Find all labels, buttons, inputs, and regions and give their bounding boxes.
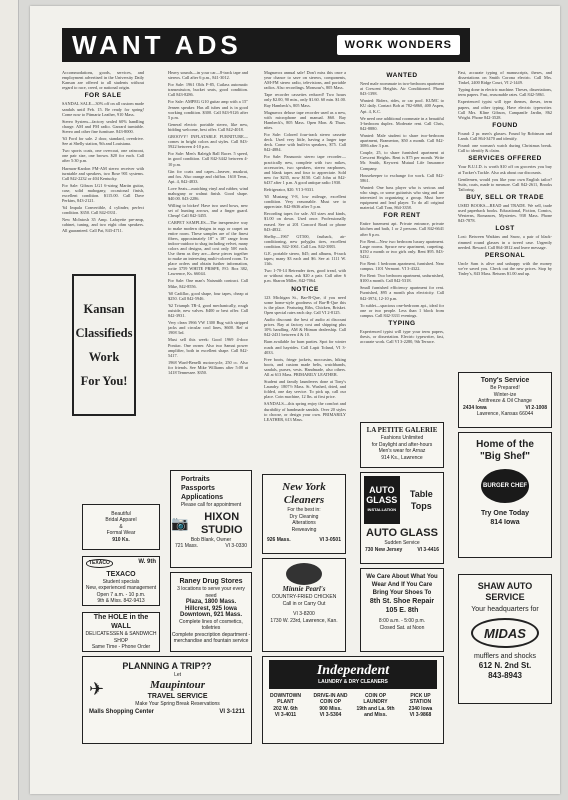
ad-text: Experienced typist will type themes, theses, term papers, and other typing. Have electric typewriter. Call Mrs. Kline Gibson, Campanile Jardin, 862 Wright. Phone 842-3528.: [458, 99, 552, 120]
ad-text: Refrigerator, $20. VI 3-9331.: [264, 186, 315, 192]
ad-phone: VI 3-5304: [319, 712, 342, 718]
ad-text: Barn available for barn parties. Spot for winter roads and hayrides. Call Lapit Toland, VI 3-4033.: [264, 339, 346, 355]
ad-line: We Care About What You Wear And If You Care Bring Your Shoes To: [366, 574, 438, 596]
ad-phone: 842-9413: [123, 598, 145, 604]
bridal-ad: [82, 504, 160, 550]
heading-notice: NOTICE: [291, 285, 319, 293]
ad-line: Applications: [181, 494, 224, 501]
shaw-auto-ad: [458, 574, 552, 704]
newspaper-page: [30, 6, 560, 794]
ad-text: Magnavox annual sale! Don't miss this once a year chance to save on stereos, components, AM-FM stereo radio, televisions, and portable radios. Also recordings. Monsour's, 805 Mass.: [264, 70, 346, 91]
ad-line: Closed Sat. at Noon: [379, 624, 425, 631]
ad-line: &: [119, 523, 123, 530]
ad-line: Open 7 a.m. - 10 p.m.: [96, 591, 146, 598]
ad-line: Men's wear for Arnaz: [378, 448, 426, 454]
ad-text: Tape recorder cassettes reduced! Two hours only $2.00, 90 min., only $1.60. 60 min. $1.00. Ray Hambeck's, 805 Mass.: [264, 92, 346, 108]
ad-line: Please call for appointment: [180, 502, 242, 508]
ad-text: Entire basement apt. Private entrance, private kitchen and bath, 1 or 2 persons. Call 842-6641 after 6 p.m.: [360, 221, 444, 237]
ad-line: Passports: [181, 485, 215, 492]
heading-lost: LOST: [495, 225, 515, 233]
ad-line: Alterations: [292, 520, 316, 526]
ad-title: Tony's Service: [480, 377, 530, 384]
ad-line: Lawrence, Kansas 66044: [476, 411, 534, 417]
ad-text: Small furnished efficiency apartment for rent. Furnished, $95 a month plus electricity. Call 842-3974, 12-10 p.m.: [360, 285, 444, 301]
ad-line: 3 locations to serve your every need: [177, 586, 245, 599]
midas-logo: MIDAS: [471, 618, 539, 648]
ad-text: GROOVY! INFLATABLE FURNITURE—comes in bright colors and styles. Call 843-5922 between 4-10 p.m.: [168, 134, 248, 150]
ad-line: Plaza, 1800 Mass.: [185, 599, 237, 605]
ad-line: mufflers and shocks: [473, 653, 537, 660]
intro-text: Accommodations, goods, services, and employment advertised in the University Daily Kansan are offered to all students without regard to race, creed, or national origin.: [62, 70, 144, 91]
ad-text: Your B.U.I.D. is worth $10 off on groceries you buy at Tucker's Tackle. Also ask about our discounts.: [458, 164, 552, 175]
auto-glass-ad: [360, 472, 444, 564]
heading-services: SERVICES OFFERED: [468, 155, 542, 163]
ad-text: Audio discount: the best of audio at discount prices. Ray at factory cost and shipping plus 10% handling. AM & Hitman dealership. Call 842-2431 between 4 & 10.: [264, 317, 346, 338]
ad-text: Wanted: Male student to share two-bedroom apartment, Bramerton, $50 a month. Call 842-3086 after 3 p.m.: [360, 132, 444, 149]
ad-address: 814 Iowa: [490, 519, 520, 526]
ad-text: To sublet—spacious one-bedroom apt., ideal for one or two people. Less than 1 block from campus. Call 842-3331 evenings.: [360, 302, 444, 318]
ad-address: 926 Mass.: [267, 537, 291, 543]
ad-line: Bridal Apparel: [105, 517, 137, 524]
ad-line: 8:00 a.m. - 5:00 p.m.: [378, 618, 426, 624]
ad-text: '60 Cadillac, good shape, four tapes, cheap at $250. Call 842-5946.: [168, 290, 248, 301]
ad-title: HIXON STUDIO: [200, 510, 243, 536]
location-pick-up: [401, 693, 441, 719]
ad-text: Lost: Between Watkins and Snow, a pair of black-rimmed round glasses in a tweed case. Urgently needed. Reward. Call 864-3812 and leave message.: [458, 234, 552, 250]
banner-subtitle: WORK WONDERS: [337, 35, 460, 55]
heading-for-sale: FOR SALE: [84, 92, 122, 100]
location-drive-in: [311, 693, 351, 719]
ad-text: CARPET SAMPLES—The inexpensive way to make modern designs in rugs or carpet an entire room. These samples are of the finest fibers, approximately 18" x 18" range from indoor-outdoor to shag including velvet, many colors and designs, and cost only 50¢ each. Use them as they are—these pieces together to make an interesting multi-colored room. To place orders and obtain further information, write 3759 WHITE PRISPE, P.O. Box 382, Lawrence, Ks. 66044.: [168, 220, 248, 277]
ad-line: Antifreeze & Oil Change: [478, 398, 532, 404]
ad-line: Sudden Service: [384, 540, 420, 546]
ad-text: Typing done in electric machine. Theses, dissertations, term papers. Fast, reasonable rates. Call 842-5861.: [458, 87, 552, 98]
hixon-studio-ad: [170, 470, 252, 568]
ad-text: '63 Ford for sale. 2 door, standard, overdrive. See at Shelly station, 9th and Louisiana.: [62, 136, 144, 147]
ad-text: Shelby—1967 GT500, fastback, air-conditioning, new polyglas tires, excellent condition. 842-1061. Call Lou. 842-3883.: [264, 233, 346, 249]
raney-drug-ad: [170, 572, 252, 652]
ad-address: 9th & Miss.: [97, 598, 123, 604]
texaco-logo: TEXACO: [86, 559, 113, 568]
ad-line: Fashions Unlimited: [380, 435, 424, 441]
ad-line: COIN OP LAUNDRY: [363, 692, 388, 705]
maupintour-travel-ad: [82, 656, 252, 744]
ad-address: 721 Mass.: [175, 543, 199, 549]
ad-address: 2434 Iowa: [463, 404, 487, 411]
column-2: [168, 70, 248, 475]
ad-title: SHAW AUTO: [477, 581, 533, 591]
ad-text: For Rent: 1 bedroom apartment, furnished. Near campus. 1101 Vermont. VI 3-4322.: [360, 261, 444, 272]
column-1: [62, 70, 144, 266]
kansan-line: Kansan: [83, 302, 125, 316]
ad-text: Two sports coats, one overcoat, one raincoat, one pair size, one brown. $20 for each. Call after 5:30 p.m.: [62, 148, 144, 164]
ad-text: Recording tapes for sale. All sizes and kinds, $1.00 on down. Used once. Professionally erased. See at 201 Concord Road or phone 843-4832.: [264, 211, 346, 232]
heading-personal: PERSONAL: [484, 251, 526, 259]
ad-text: For Rent: Two bedroom apartment, unfurnished, $100 a month. Call 842-5318.: [360, 273, 444, 284]
ad-text: Very clean 1966 VW 1300 Bug with stripped jacks and circular cool lines, $600. Ref at 1908 3rd.: [168, 320, 248, 336]
ad-text: For Sale: 1961 Olds F-85, Cutlass automatic transmission, bucket seats, good condition. Call 843-8286.: [168, 82, 248, 98]
column-3: [264, 70, 346, 475]
heading-found: FOUND: [492, 121, 518, 129]
kansan-classifieds-box: [72, 274, 136, 416]
ad-title: Minnie Pearl's: [282, 585, 326, 593]
chicken-logo-icon: [286, 563, 322, 585]
ad-text: Student and family launderers done at Tony's Laundry. 1807½ Mass. St. Washed, dried, and folded, one day service. To pick up, call our place. Coin machine, 12 lbs. at first price.: [264, 379, 346, 400]
adjacent-page-edge: [0, 0, 19, 800]
ad-text: Magnavox deluxe tape recorder used as a new, with microphone and manual. $60. Ray Hambeck's, 805 Mass. Open Mon. & Thurs. nites.: [264, 109, 346, 130]
ad-phone: VI 3-1211: [219, 709, 245, 715]
ad-line: Beautiful: [111, 510, 131, 517]
hole-in-the-wall-ad: [82, 612, 160, 652]
ad-line: DELICATESSEN & SANDWICH SHOP: [85, 631, 157, 644]
ad-line: GLASS: [366, 495, 398, 505]
ad-address: 914 Ks., Lawrence: [381, 454, 423, 461]
ad-line: for Daylight and after-hours: [371, 441, 433, 448]
camera-icon: 📷: [171, 515, 189, 531]
heading-for-rent: FOR RENT: [383, 212, 421, 220]
ad-text: Need male roommate in two-bedroom apartment at Crescent Heights. Air Conditioned. Phone 843-1398.: [360, 81, 444, 97]
ad-address: 900 Miss.: [319, 705, 342, 712]
column-4: [360, 70, 444, 418]
texaco-ad: [82, 556, 160, 606]
ad-text: Gentlemen, would you like your own English tailor? Suits, coats, made to measure. Call 842-2611, Brooks Tailoring.: [458, 176, 552, 192]
ad-line: Reweaving: [291, 526, 317, 533]
ad-line: Your headquarters for: [471, 606, 539, 613]
location-coin-op: [356, 693, 396, 719]
ad-line: Bob Blank, Owner: [190, 536, 232, 543]
ad-text: For Rent—New two bedroom luxury apartment. Large rooms. Spruce new apartment, carpeting. $150 a month or two girls only. Rent $95. 843-5432.: [360, 238, 444, 259]
ad-phone: VI 2-1008: [525, 404, 547, 411]
ad-phone: VI 3-0330: [225, 543, 247, 549]
kansan-line: Classifieds: [75, 326, 133, 340]
ad-address: 105 E. 8th: [385, 607, 419, 614]
ad-line: Try One Today: [480, 510, 530, 517]
ad-text: Love Seats—matching vinyl and rubber, wind mahogany or walnut finish. Good shape. $40.00. 843-2286.: [168, 185, 248, 202]
ad-title: TEXACO: [106, 570, 136, 578]
heading-wanted: WANTED: [386, 72, 418, 79]
ad-text: 1968 Ward-Benelli motorcycle, 250 cc. Also for friends. See Mike Williams after 5:00 at 1418 Tennessee. $350.: [168, 359, 248, 375]
ad-line: Winter-ize: [493, 391, 517, 398]
ad-line: COUNTRY-FRIED CHICKEN: [271, 594, 337, 600]
ad-line: New, experienced management: [85, 585, 157, 591]
ad-line: Table Tops: [409, 489, 433, 511]
kansan-line: For You!: [80, 374, 128, 388]
ad-title: AUTO GLASS: [366, 527, 438, 539]
ad-line: AUTO: [369, 485, 395, 495]
ad-text: Two 1-70-14 Retreader tires, good tread, with or without rims, ask $20 a pair. Call after 6 p.m. Sharon Miller, 842-7064.: [264, 268, 346, 284]
ad-address: 612 N. 2nd St.: [478, 661, 532, 670]
ad-line: W. 9th: [138, 559, 156, 565]
ad-line: Student specials: [102, 578, 140, 585]
ad-title: Maupintour: [150, 678, 206, 691]
ad-title: Raney Drug Stores: [179, 578, 243, 585]
minnie-pearls-ad: [262, 558, 346, 652]
ad-text: SANDALS—this spring enjoy the comfort and durability of handmade sandals. Over 20 styles to choose, or design your own. PRIMARILY LEATHER, 613 Mass.: [264, 401, 346, 422]
ad-phone: VI 3-4011: [274, 712, 297, 718]
ad-title: LA PETITE GALERIE: [366, 426, 438, 434]
burger-chef-logo: BURGER CHEF: [481, 469, 529, 503]
ad-line: Hillcrest, 925 Iowa: [184, 605, 238, 612]
ad-line: Same Time - Phone Order: [91, 644, 151, 651]
ad-title: The HOLE in the WALL: [93, 614, 149, 631]
ad-title: PLANNING A TRIP??: [122, 661, 212, 671]
ad-text: G.E. portable stereo, $45; and albums, 8-track tapes; many $3 each and $6. See at 1111 W. 11th.: [264, 251, 346, 267]
ad-text: New McIntosh 35 Amp. Lafayette pre-amp, cabinet, tuning, and two eight ohm speakers. All guaranteed. Call Pat, 843-4711.: [62, 217, 144, 233]
ad-text: Wanted: Riders, rides, or car pool. KUMC to KU daily. Contact Bob at 782-6860, 400 Aspen, Apt. 4, K.C.: [360, 98, 444, 114]
ad-line: Complete prescription department - merchandise and fountain service: [171, 631, 251, 644]
column-5: [458, 70, 552, 368]
ad-text: '62 Triumph TR-4, good mechanically, rough outside, new valves. $400 or best offer. Call 842-3931.: [168, 302, 248, 319]
ad-line: Downtown, 921 Mass.: [179, 612, 242, 618]
tour-bus-icon: ✈: [89, 679, 105, 699]
ad-line: Formal Wear: [106, 530, 136, 537]
ad-text: USED BOOKS—READ and TRADE. We sell, trade used paperback books. Educational, Fiction, Comics, Westerns, Romances, Mysteries. 938 Mass. Phone 843-7878.: [458, 202, 552, 224]
ad-address: 19th and La. 9th and Miss.: [356, 705, 395, 718]
ad-line: Let: [174, 672, 182, 678]
ad-line: Portraits: [181, 476, 210, 483]
ad-phone: VI 3-4416: [417, 546, 439, 553]
ad-address: 1730 W. 23rd, Lawrence, Kan.: [270, 617, 338, 624]
ad-line: DOWNTOWN PLANT: [269, 692, 301, 705]
banner-title: WANT ADS: [72, 29, 242, 60]
shoe-repair-ad: [360, 568, 444, 652]
ad-address: 910 Ks.: [112, 536, 130, 543]
ad-address: 2340 Iowa: [408, 705, 433, 712]
ad-text: Found: one woman's watch during Christmas break. Call to identify & claim.: [458, 143, 552, 154]
location-downtown: [266, 693, 306, 719]
ad-line: TRAVEL SERVICE: [147, 692, 208, 700]
ad-title: "Big Shef": [479, 451, 531, 462]
independent-laundry-ad: [262, 656, 444, 744]
ad-text: '65 Mustang V-8, low mileage, excellent condition. Very reasonable. Must see to appreciate. 842-8636 after 5 p.m.: [264, 194, 346, 210]
ad-phone: VI 3-9868: [409, 712, 432, 718]
heading-buy-sell: BUY, SELL OR TRADE: [466, 193, 544, 201]
heading-typing: TYPING: [388, 319, 416, 327]
ad-text: 123 Michigan St., Bar-B-Que, if you need some home-style goodness of Bar-B-Que this is the place. Featuring Ribs, Chicken, Brisket. Open special rates each day. Call VI 2-8125.: [264, 294, 346, 315]
la-petite-galerie-ad: [360, 422, 444, 468]
ad-text: Found: 2 pr. men's glasses. Found by Robinson and Lamb. Call 864-3470 and identify.: [458, 130, 552, 142]
ad-text: Uncle Sam is alive and unhappy with the money we've saved you. Check out the new prices. Stop by Tinley's, 843 Mass. Returns $1.00 and up.: [458, 260, 552, 276]
ad-text: Heavy sounds—in your car—8-track tape and stereos. Call after 6 p.m., 841-3012.: [168, 70, 248, 81]
ad-text: For Sale: Colored four-track stereo cassette deck. Used very little, having a larger tape deck. Come with built-in speakers, $75. Call 842-4884.: [264, 132, 346, 153]
ad-text: Stereo System—factory sealed 60% handling charge. AM and FM radio. Garrard turntable. Stereo and other fine furniture. 843-8000.: [62, 118, 144, 134]
ad-title: 8th St. Shoe Repair: [369, 598, 435, 605]
ad-text: Housekeeper to exchange for work. Call 842-5861.: [360, 172, 444, 183]
want-ads-banner: [62, 28, 470, 62]
ad-title: New York Cleaners: [282, 481, 326, 506]
ad-line: PICK UP STATION: [409, 692, 432, 705]
ad-text: SANDAL SALE—30% off on all custom made sandals until Feb. 15. Be ready for spring! Come now to Pitmartz Leather, 910 Mass.: [62, 101, 144, 117]
ad-text: Fast, accurate typing of manuscripts, theses, and dissertations on Smith Corona electric. Call Mrs. Tinkel, 2400 Ridge Court, VI 2-1449.: [458, 70, 552, 86]
ad-line: Dry Cleaning: [289, 513, 319, 520]
ad-phone: VI 3-0501: [319, 537, 341, 543]
ad-line: Call in or Carry Out: [282, 600, 326, 607]
ad-line: DRIVE-IN AND COIN OP: [313, 692, 348, 705]
ad-text: Couple, 25, to share furnished apartment at Crescent Heights. Rent is $75 per month. Write Mr. Smith, Keywest Mutual Life Insurance Company.: [360, 150, 444, 171]
ad-phone: VI 3-8200: [293, 611, 315, 617]
ad-title: Home of the: [476, 439, 534, 450]
ad-text: Willing to bicker! Have two used bows, new set of hunting arrows, and a finger guard. Cheap! Call 842-3455.: [168, 203, 248, 219]
ad-address: Malls Shopping Center: [89, 709, 155, 715]
ad-line: For the best in:: [287, 507, 321, 513]
ad-line: Complete lines of cosmetics, toiletries: [179, 618, 243, 631]
ad-text: For Sale: Men's Raleigh Ball Racer. 5 speed, in good condition. Call 842-3442 between 4-10 p.m.: [168, 151, 248, 167]
new-york-cleaners-ad: [262, 474, 346, 554]
tonys-service-ad: [458, 372, 552, 428]
auto-glass-graphic: [364, 476, 400, 524]
ad-text: Wanted: One bass player who is serious and who sings, or some guitarists who sing and are interested in organizing a group. Must have equipment and lead player. To do all original material. Call Tom, 864-3358.: [360, 184, 444, 211]
ad-line: Be Prepared!: [490, 385, 520, 391]
ad-title: Independent: [316, 663, 390, 678]
ad-text: For Sale: Panasonic stereo tape recorder—practically new, complete with two mikes, accessories, two speakers, stereo earphones, and blank tapes and four to appreciate. Sold new for $235, now $150. Call John at 842-6437 after 1 p.m. A good antique radio 1930.: [264, 154, 346, 185]
ad-line: INSTALLATION: [367, 507, 397, 512]
ad-address: 202 W. 6th: [273, 705, 298, 712]
ad-address: 730 New Jersey: [365, 546, 403, 553]
ad-text: Harmon-Kardon FM-AM stereo receiver with turntable and speakers, two Bose 901 systems. Call 842-2232 or 404 Kentucky.: [62, 165, 144, 181]
kansan-line: Work: [88, 350, 120, 364]
ad-text: General electric portable stereo, like new, bidding welcome, best offer. Call 842-4018.: [168, 121, 248, 132]
ad-text: Free boots, fringe jackets, moccasins, hiking boots, and custom made belts, watchbands, sandals, purses, vests. Handmade, also others. All at 613 Mass. PRIMARILY LEATHER.: [264, 356, 346, 377]
ad-phone: 843-8943: [488, 671, 522, 680]
ad-line: LAUNDRY & DRY CLEANERS: [318, 679, 388, 685]
ad-line: Make Your Spring Break Reservations: [135, 700, 220, 707]
ad-text: For Sale: Gibson LG1 6-string Martin guitar, case, solid mahogany, occasional finish, excellent condition. $115.00. Call Dave Perkins, 843-2121.: [62, 182, 144, 204]
ad-text: Must sell this week: Good 1969 4-door Pontiac. One owner. Also two Sansui power amplifier, both in excellent shape. Call 842-5417.: [168, 337, 248, 358]
ad-text: For Sale: One man's Naismith contract. Call Mike, 842-8556.: [168, 278, 248, 289]
ad-text: Experienced typist will type your term papers, thesis, or dissertation. Electric typewriter, fast, accurate work. Call VI 3-2280, 9th Terrace.: [360, 329, 444, 345]
ad-text: Gin for coats and capes—beaver, muskrat, and fox. Also orange and chiffon. 1610 Tenn., Apt. 4, 842-4833.: [168, 168, 248, 184]
ad-text: For Sale: AMPEG G10 guitar amp with a 15" Jensen speaker. Has all tubes and is in good working condition. $300. Call 843-9126 after 5 p.m.: [168, 99, 248, 120]
ad-text: '64 Impala Convertible, 4 cylinder, perfect condition. $350. Call 842-0331.: [62, 205, 144, 216]
burger-chef-ad: [458, 432, 552, 558]
ad-title: SERVICE: [485, 592, 525, 602]
ad-text: We need one additional roommate in a beautiful 3-bedroom duplex. Moderate rent. Call Chris, 842-8880.: [360, 115, 444, 131]
